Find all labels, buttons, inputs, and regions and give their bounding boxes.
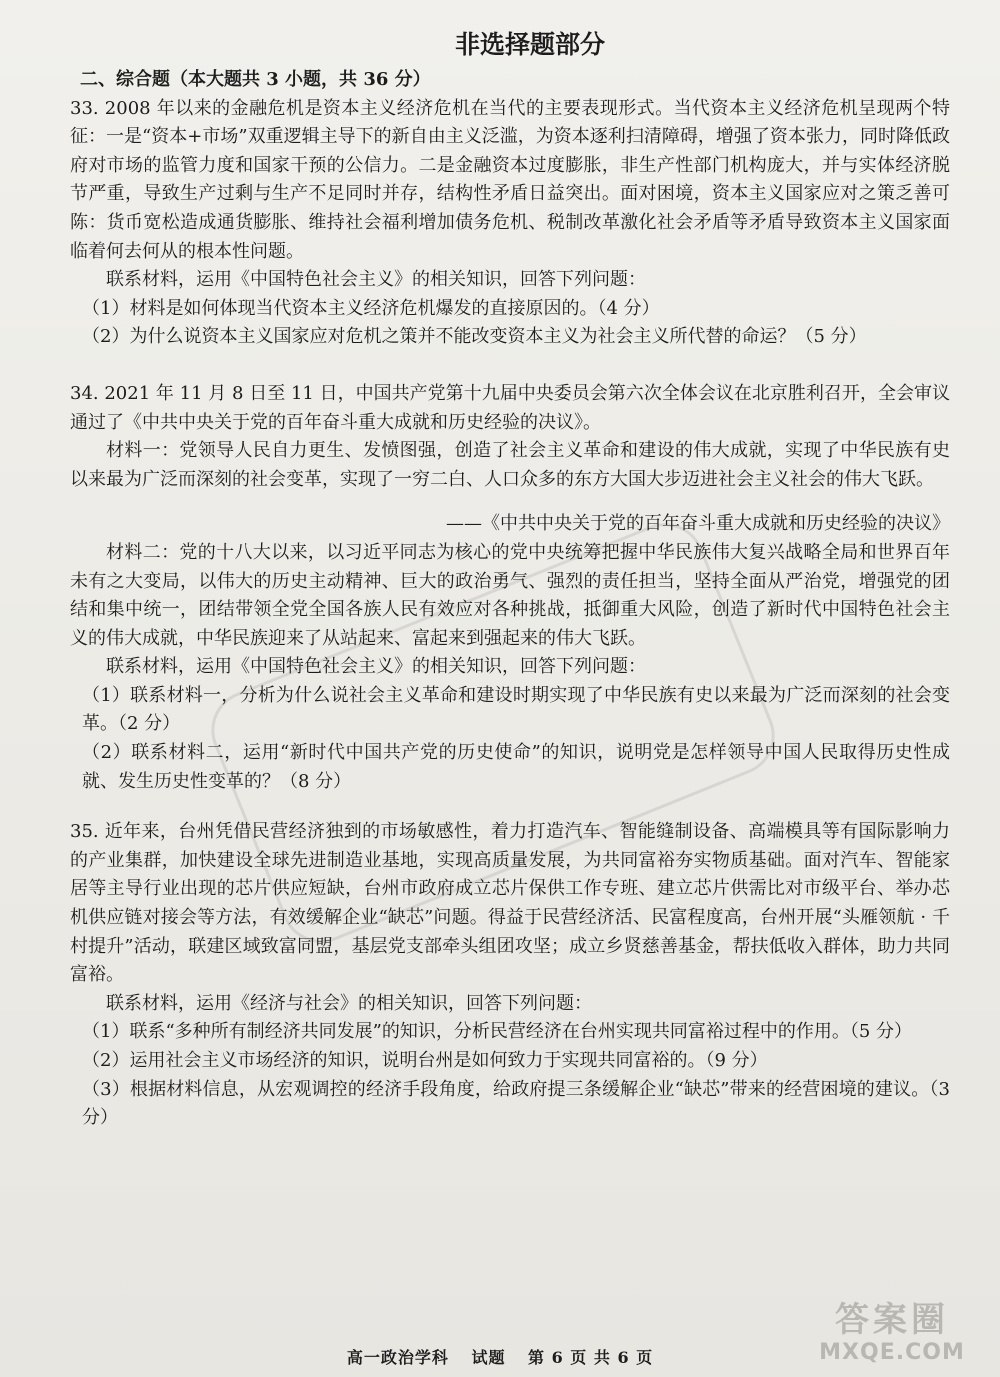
footer-page: 第 6 页 共 6 页	[528, 1348, 654, 1367]
q35-sub2: （2）运用社会主义市场经济的知识，说明台州是如何致力于实现共同富裕的。（9 分）	[82, 1050, 768, 1071]
q34-sub1: （1）联系材料一，分析为什么说社会主义革命和建设时期实现了中华民族有史以来最为广泛而深刻的社会变革。（2 分）	[82, 684, 950, 735]
q34-sub2: （2）联系材料二，运用“新时代中国共产党的历史使命”的知识，说明党是怎样领导中国人民取得历史性成就、发生历史性变革的？（8 分）	[82, 742, 950, 792]
question-34	[70, 380, 950, 796]
exam-sheet	[70, 28, 950, 1133]
question-35	[70, 818, 950, 1133]
q34-instruction: 联系材料，运用《中国特色社会主义》的相关知识，回答下列问题：	[106, 656, 646, 678]
watermark-url: MXQE.COM	[819, 1340, 965, 1365]
question-33	[70, 95, 950, 352]
section-heading: 二、综合题（本大题共 3 小题，共 36 分）	[80, 69, 431, 90]
q34-source: ——《中共中央关于党的百年奋斗重大成就和历史经验的决议》	[446, 513, 950, 535]
q33-body: 33. 2008 年以来的金融危机是资本主义经济危机在当代的主要表现形式。当代资本主义经济危机呈现两个特征：一是“资本+市场”双重逻辑主导下的新自由主义泛滥，为资本逐利扫清障碍，增强了资本张力，同时降低政府对市场的监管力度和国家干预的公信力。二是金融资本过度膨胀，非生产性部门机构庞大，并与实体经济脱节严重，导致生产过剩与生产不足同时并存，结构性矛盾日益突出。面对困境，资本主义国家应对之策乏善可陈：货币宽松造成通货膨胀、维持社会福利增加债务危机、税制改革激化社会矛盾等矛盾导致资本主义国家面临着何去何从的根本性问题。	[70, 97, 950, 262]
page-title: 非选择题部分	[454, 30, 605, 59]
q35-body: 35. 近年来，台州凭借民营经济独到的市场敏感性，着力打造汽车、智能缝制设备、高端模具等有国际影响力的产业集群，加快建设全球先进制造业基地，实现高质量发展，为共同富裕夯实物质基础。面对汽车、智能家居等主导行业出现的芯片供应短缺，台州市政府成立芯片保供工作专班、建立芯片供需比对市级平台、举办芯机供应链对接会等方法，有效缓解企业“缺芯”问题。得益于民营经济活、民富程度高，台州开展“头雁领航 · 千村提升”活动，联建区域致富同盟，基层党支部牵头组团攻坚；成立乡贤慈善基金，帮扶低收入群体，助力共同富裕。	[70, 821, 950, 986]
q33-sub1: （1）材料是如何体现当代资本主义经济危机爆发的直接原因的。（4 分）	[82, 297, 660, 319]
footer-type: 试题	[471, 1348, 506, 1367]
spacer	[70, 352, 950, 380]
q33-instruction: 联系材料，运用《中国特色社会主义》的相关知识，回答下列问题：	[106, 269, 646, 291]
q35-sub1: （1）联系“多种所有制经济共同发展”的知识，分析民营经济在台州实现共同富裕过程中的作用。（5 分）	[82, 1021, 913, 1043]
site-watermark	[802, 1300, 982, 1370]
q35-instruction: 联系材料，运用《经济与社会》的相关知识，回答下列问题：	[106, 992, 592, 1014]
footer-subject: 高一政治学科	[346, 1348, 449, 1367]
q34-material2: 材料二：党的十八大以来，以习近平同志为核心的党中央统筹把握中华民族伟大复兴战略全局和世界百年未有之大变局，以伟大的历史主动精神、巨大的政治勇气、强烈的责任担当，坚持全面从严治党，增强党的团结和集中统一，团结带领全党全国各族人民有效应对各种挑战，抵御重大风险，创造了新时代中国特色社会主义的伟大成就，中华民族迎来了从站起来、富起来到强起来的伟大飞跃。	[70, 541, 950, 649]
q34-material1: 材料一：党领导人民自力更生、发愤图强，创造了社会主义革命和建设的伟大成就，实现了中华民族有史以来最为广泛而深刻的社会变革，实现了一穷二白、人口众多的东方大国大步迈进社会主义社会的伟大飞跃。	[70, 440, 950, 490]
watermark-logo-text: 答案圈	[835, 1300, 949, 1340]
q33-sub2: （2）为什么说资本主义国家应对危机之策并不能改变资本主义为社会主义所代替的命运？（5 分）	[82, 326, 867, 348]
q34-intro: 34. 2021 年 11 月 8 日至 11 日，中国共产党第十九届中央委员会第六次全体会议在北京胜利召开，全会审议通过了《中共中央关于党的百年奋斗重大成就和历史经验的决议》。	[70, 382, 950, 433]
spacer	[70, 796, 950, 818]
q35-sub3: （3）根据材料信息，从宏观调控的经济手段角度，给政府提三条缓解企业“缺芯”带来的经营困境的建议。（3 分）	[82, 1078, 950, 1129]
